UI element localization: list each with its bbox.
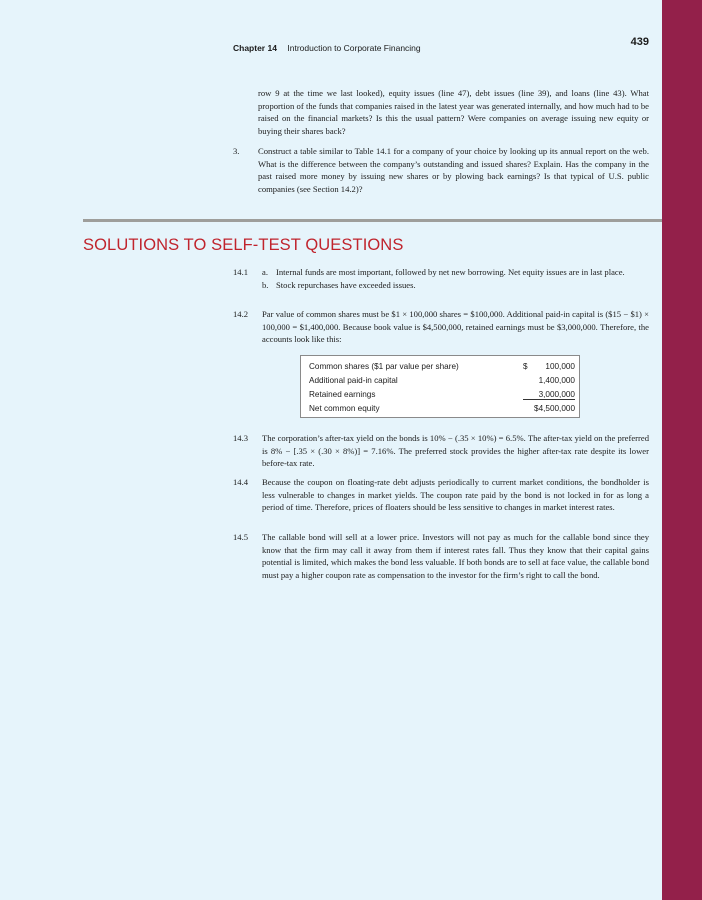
chapter-title: Introduction to Corporate Financing [287, 43, 421, 53]
accounts-table [300, 355, 580, 418]
account-label: Common shares ($1 par value per share) [309, 362, 459, 371]
account-total: $4,500,000 [534, 404, 575, 413]
part-label: a. [262, 267, 268, 277]
chapter-label: Chapter 14 [233, 43, 277, 53]
solution-14-2 [233, 308, 649, 346]
solution-number: 14.3 [233, 433, 249, 443]
solution-14-5 [233, 531, 649, 581]
account-label: Additional paid-in capital [309, 376, 398, 385]
solution-part-a [262, 266, 649, 279]
part-text: Stock repurchases have exceeded issues. [276, 279, 416, 290]
question-number: 3. [233, 146, 240, 156]
page-header [233, 38, 649, 56]
table-row [309, 376, 575, 389]
page-number: 439 [630, 36, 649, 48]
account-value: $ 100,000 [523, 362, 575, 371]
table-row [309, 362, 575, 375]
question-text: Construct a table similar to Table 14.1 for a company of your choice by looking up its annual report on the web. What is the difference between the company’s outstanding and issued shares? Explain. Has the company in the past raised more money by issuing new shares or by plowing back earnings? Is that typical of U.S. public companies (see Section 14.2)? [258, 146, 649, 194]
solution-text: The callable bond will sell at a lower price. Investors will not pay as much for the callable bond since they know that the firm may call it away from them if interest rates fall. Thus they know that their capital gains potential is limited, which makes the bond less valuable. If both bonds are to sell at face value, the callable bond must pay a higher coupon rate as compensation to the investor for the firm’s right to call the bond. [262, 532, 649, 580]
solution-text: Par value of common shares must be $1 × 100,000 shares = $100,000. Additional paid-in capital is ($15 − $1) × 100,000 = $1,400,000. Because book value is $4,500,000, retained earnings must be $3,000,000. Therefore, the accounts look like this: [262, 309, 649, 345]
solution-14-3 [233, 432, 649, 470]
currency-symbol: $ [523, 362, 528, 371]
account-value: 3,000,000 [523, 390, 575, 400]
solution-number: 14.4 [233, 477, 249, 487]
question-3 [233, 145, 649, 195]
solution-text: The corporation’s after-tax yield on the bonds is 10% − (.35 × 10%) = 6.5%. The after-tax yield on the preferred is 8% − [.35 × (.30 × 8%)] = 7.16%. The preferred stock provides the higher after-tax rate despite its lower before-tax rate. [262, 433, 649, 469]
continuation-paragraph: row 9 at the time we last looked), equity issues (line 47), debt issues (line 39), and loans (line 43). What proportion of the funds that companies raised in the latest year was generated internally, and how much had to be raised on the financial markets? Is this the usual pattern? Were companies on average issuing new equity or buying their shares back? [258, 88, 649, 136]
solution-text: Because the coupon on floating-rate debt adjusts periodically to current market conditions, the bondholder is less vulnerable to changes in market yields. The coupon rate paid by the bond is not locked in for as long a period of time. Therefore, prices of floaters should be less sensitive to changes in market interest rates. [262, 477, 649, 513]
part-text: Internal funds are most important, followed by net new borrowing. Net equity issues are in last place. [276, 267, 625, 277]
section-divider [83, 219, 662, 222]
solution-part-b [262, 279, 649, 292]
solution-14-1 [233, 266, 649, 291]
account-value: 1,400,000 [538, 376, 575, 385]
side-color-bar [662, 0, 702, 900]
account-label: Retained earnings [309, 390, 376, 399]
solution-14-4 [233, 476, 649, 514]
table-row [309, 390, 575, 403]
solution-number: 14.1 [233, 267, 249, 277]
account-label: Net common equity [309, 404, 380, 413]
table-row [309, 404, 575, 417]
part-label: b. [262, 279, 269, 290]
section-title: SOLUTIONS TO SELF-TEST QUESTIONS [83, 236, 404, 254]
solution-number: 14.2 [233, 309, 249, 319]
solution-number: 14.5 [233, 532, 249, 542]
